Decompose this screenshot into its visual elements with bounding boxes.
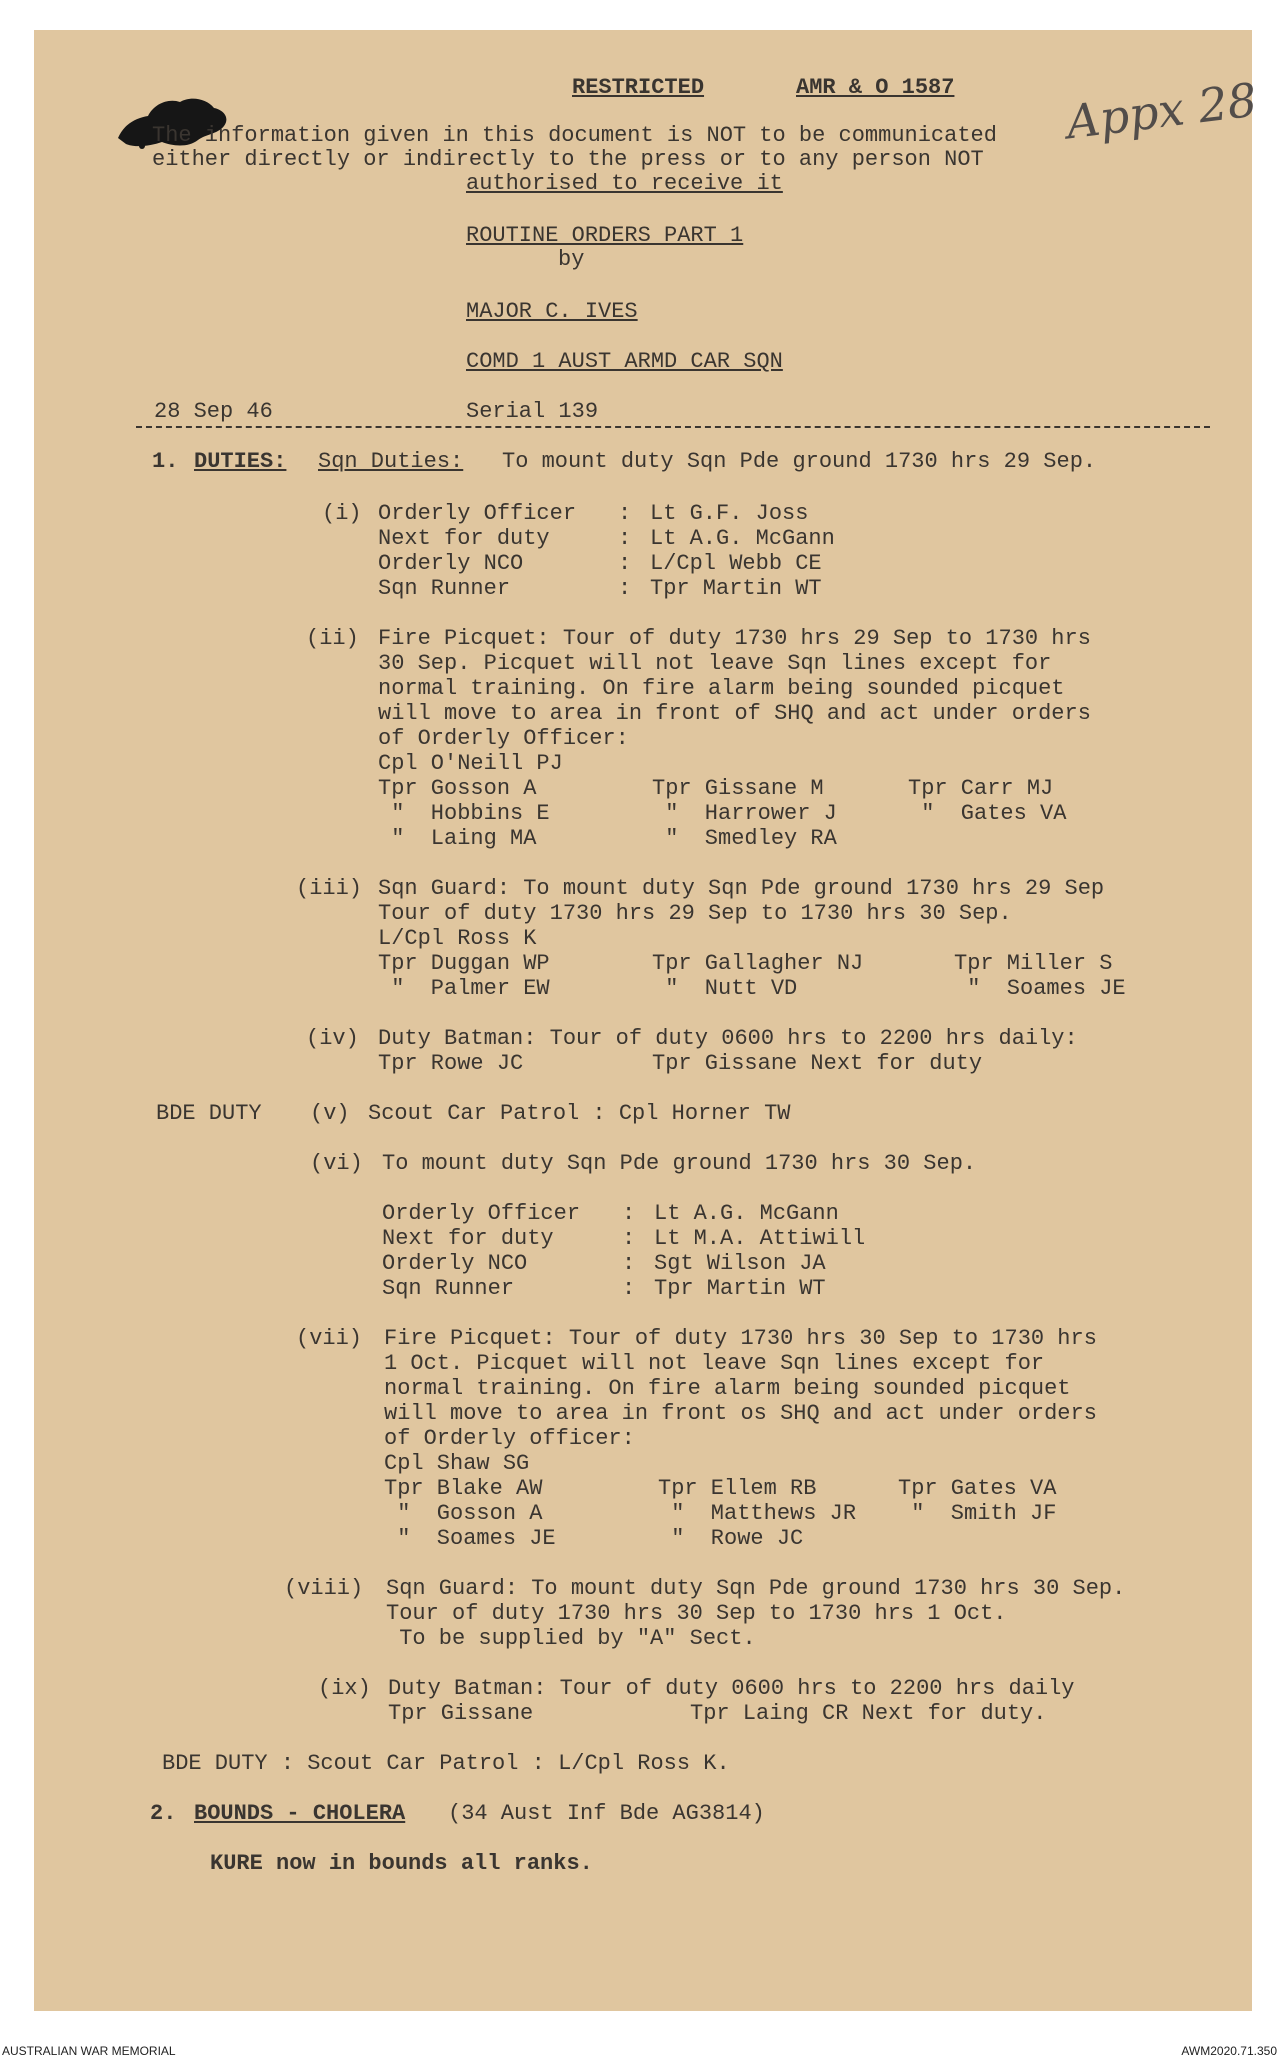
roster-name: " Harrower J <box>652 801 837 826</box>
paragraph-line: normal training. On fire alarm being sounded picquet <box>384 1376 1071 1401</box>
paragraph-line: will move to area in front of SHQ and act under orders <box>378 701 1091 726</box>
duty-separator: : <box>618 501 632 526</box>
duty-name: Tpr Martin WT <box>654 1276 826 1301</box>
item-ii-number: (ii) <box>306 626 359 651</box>
paragraph-line: will move to area in front os SHQ and act under orders <box>384 1401 1097 1426</box>
section-2-heading: BOUNDS - CHOLERA <box>194 1801 406 1826</box>
bde-scout-patrol: BDE DUTY : Scout Car Patrol : L/Cpl Ross K. <box>162 1751 730 1776</box>
duty-separator: : <box>618 551 632 576</box>
duty-name: Lt G.F. Joss <box>650 501 809 526</box>
paragraph-line: Sqn Guard: To mount duty Sqn Pde ground 1730 hrs 30 Sep. <box>386 1576 1126 1601</box>
picquet-leader: Cpl Shaw SG <box>384 1451 530 1476</box>
paragraph-line: Sqn Guard: To mount duty Sqn Pde ground 1730 hrs 29 Sep <box>378 876 1105 901</box>
paragraph-line: 30 Sep. Picquet will not leave Sqn lines except for <box>378 651 1052 676</box>
duty-name: L/Cpl Webb CE <box>650 551 822 576</box>
section-1-number: 1. <box>152 449 179 474</box>
paragraph-line: normal training. On fire alarm being sounded picquet <box>378 676 1065 701</box>
item-iii-number: (iii) <box>296 876 363 901</box>
duty-role: Orderly NCO <box>378 551 524 576</box>
reference-number: AMR & O 1587 <box>796 75 955 100</box>
roster-name: " Soames JE <box>954 976 1126 1001</box>
roster-name: " Hobbins E <box>378 801 550 826</box>
duty-name: Tpr Martin WT <box>650 576 822 601</box>
bde-duty-label: BDE DUTY <box>156 1101 262 1126</box>
roster-name: Tpr Ellem RB <box>658 1476 817 1501</box>
item-vi-number: (vi) <box>310 1151 363 1176</box>
roster-name: " Matthews JR <box>658 1501 857 1526</box>
item-vii-number: (vii) <box>296 1326 363 1351</box>
duty-role: Next for duty <box>382 1226 554 1251</box>
roster-name: Tpr Gallagher NJ <box>652 951 864 976</box>
duty-separator: : <box>622 1251 636 1276</box>
classification: RESTRICTED <box>572 75 705 100</box>
batman-next-name: Tpr Laing CR Next for duty. <box>690 1701 1047 1726</box>
item-viii-number: (viii) <box>284 1576 364 1601</box>
roster-name: Tpr Miller S <box>954 951 1113 976</box>
sqn-duties-heading: Sqn Duties: <box>318 449 464 474</box>
item-ix-number: (ix) <box>318 1676 371 1701</box>
duty-separator: : <box>622 1226 636 1251</box>
roster-name: " Nutt VD <box>652 976 798 1001</box>
duty-separator: : <box>622 1276 636 1301</box>
paragraph-line: Tour of duty 1730 hrs 29 Sep to 1730 hrs 30 Sep. <box>378 901 1012 926</box>
roster-name: Tpr Blake AW <box>384 1476 543 1501</box>
notice-line-1: The information given in this document is NOT to be communicated <box>152 123 997 148</box>
section-2-reference: (34 Aust Inf Bde AG3814) <box>448 1801 765 1826</box>
roster-name: Tpr Duggan WP <box>378 951 550 976</box>
roster-name: " Gates VA <box>908 801 1067 826</box>
serial-number: Serial 139 <box>466 399 599 424</box>
paragraph-line: of Orderly officer: <box>384 1426 635 1451</box>
paragraph-line: Duty Batman: Tour of duty 0600 hrs to 2200 hrs daily <box>388 1676 1075 1701</box>
batman-name: Tpr Gissane <box>388 1701 534 1726</box>
duty-name: Lt A.G. McGann <box>654 1201 839 1226</box>
duty-role: Sqn Runner <box>378 576 511 601</box>
duty-name: Sgt Wilson JA <box>654 1251 826 1276</box>
duty-role: Sqn Runner <box>382 1276 515 1301</box>
duty-role: Orderly Officer <box>382 1201 581 1226</box>
roster-name: Tpr Gosson A <box>378 776 537 801</box>
picquet-leader: Cpl O'Neill PJ <box>378 751 563 776</box>
notice-line-3: authorised to receive it <box>466 171 783 196</box>
appendix-annotation: Appx 28 <box>1063 72 1260 150</box>
roster-name: " Smith JF <box>898 1501 1057 1526</box>
paragraph-line: Duty Batman: Tour of duty 0600 hrs to 2200 hrs daily: <box>378 1026 1078 1051</box>
batman-name: Tpr Rowe JC <box>378 1051 524 1076</box>
batman-next-name: Tpr Gissane Next for duty <box>652 1051 983 1076</box>
paragraph-line: To be supplied by "A" Sect. <box>386 1626 756 1651</box>
archive-footer-right: AWM2020.71.350 <box>1181 2044 1277 2058</box>
roster-name: " Smedley RA <box>652 826 837 851</box>
duty-role: Orderly NCO <box>382 1251 528 1276</box>
roster-name: Tpr Gates VA <box>898 1476 1057 1501</box>
section-2-body: KURE now in bounds all ranks. <box>210 1851 593 1876</box>
paragraph-line: Fire Picquet: Tour of duty 1730 hrs 29 Sep to 1730 hrs <box>378 626 1091 651</box>
section-1-heading: DUTIES: <box>194 449 287 474</box>
page-title: ROUTINE ORDERS PART 1 <box>466 223 744 248</box>
duty-name: Lt A.G. McGann <box>650 526 835 551</box>
roster-name: Tpr Gissane M <box>652 776 824 801</box>
roster-name: " Rowe JC <box>658 1526 804 1551</box>
duty-separator: : <box>618 576 632 601</box>
document-page <box>34 30 1260 2011</box>
notice-line-2: either directly or indirectly to the press or to any person NOT <box>152 147 984 172</box>
roster-name: " Gosson A <box>384 1501 543 1526</box>
paragraph-line: 1 Oct. Picquet will not leave Sqn lines except for <box>384 1351 1045 1376</box>
title-by: by <box>558 247 585 272</box>
order-date: 28 Sep 46 <box>154 399 273 424</box>
duty-name: Lt M.A. Attiwill <box>654 1226 866 1251</box>
roster-name: " Palmer EW <box>378 976 550 1001</box>
item-i-number: (i) <box>322 501 362 526</box>
header-rule <box>136 426 1210 428</box>
roster-name: Tpr Carr MJ <box>908 776 1054 801</box>
commander: MAJOR C. IVES <box>466 299 638 324</box>
paragraph-line: Fire Picquet: Tour of duty 1730 hrs 30 Sep to 1730 hrs <box>384 1326 1097 1351</box>
unit-name: COMD 1 AUST ARMD CAR SQN <box>466 349 783 374</box>
item-v-number: (v) <box>310 1101 350 1126</box>
paragraph-line: To mount duty Sqn Pde ground 1730 hrs 30 Sep. <box>382 1151 977 1176</box>
guard-leader: L/Cpl Ross K <box>378 926 537 951</box>
roster-name: " Laing MA <box>378 826 537 851</box>
paragraph-line: Tour of duty 1730 hrs 30 Sep to 1730 hrs 1 Oct. <box>386 1601 1007 1626</box>
duty-role: Next for duty <box>378 526 550 551</box>
duty-separator: : <box>622 1201 636 1226</box>
paragraph-line: of Orderly Officer: <box>378 726 629 751</box>
archive-footer-left: AUSTRALIAN WAR MEMORIAL <box>2 2044 176 2058</box>
duty-role: Orderly Officer <box>378 501 577 526</box>
section-2-number: 2. <box>150 1801 177 1826</box>
roster-name: " Soames JE <box>384 1526 556 1551</box>
item-iv-number: (iv) <box>306 1026 359 1051</box>
sqn-duties-intro: To mount duty Sqn Pde ground 1730 hrs 29 Sep. <box>502 449 1097 474</box>
scout-car-patrol: Scout Car Patrol : Cpl Horner TW <box>368 1101 791 1126</box>
duty-separator: : <box>618 526 632 551</box>
